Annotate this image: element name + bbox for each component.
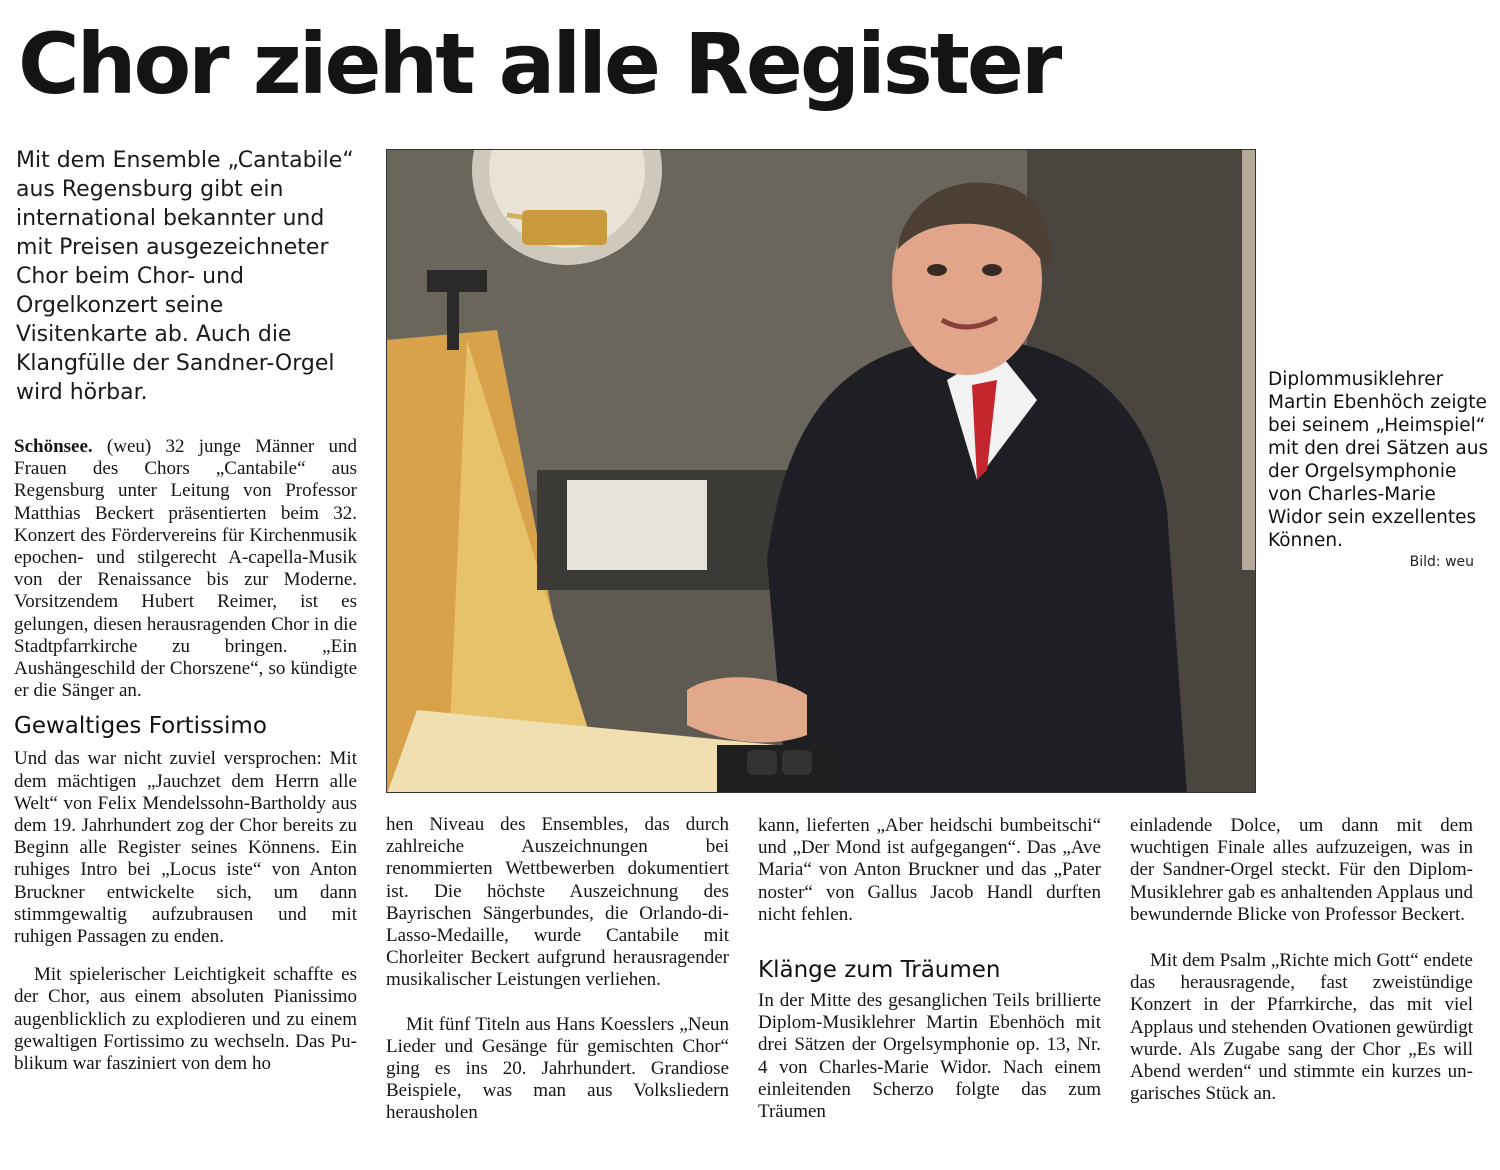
paragraph-6: kann, lieferten „Aber heidschi bumbeitschi“ und „Der Mond ist aufgegangen“. Das „Ave Maria“ von Anton Bruckner und das „Pater noster“ von Gallus Jacob Handl durften nicht fehlen.: [758, 815, 1101, 925]
paragraph-4: hen Niveau des Ensembles, das durch zahlreiche Auszeichnungen bei renommierten Wettbewerben dokumentiert ist. Die höchste Auszeichnung des Bayrischen Sängerbundes, die Orlando-di-Lasso-Medaille, wurde Cantabile mit Chorleiter Beckert aufgrund herausragender musikalischer Leistungen verliehen.: [386, 814, 729, 991]
column-3: [758, 815, 1101, 1123]
subhead-gewaltiges-fortissimo: Gewaltiges Fortissimo: [14, 713, 267, 740]
lead-paragraph: Mit dem Ensemble „Cantabile“ aus Regensburg gibt ein international bekannter und mit Preisen ausgezeichneter Chor beim Chor- und Orgelkonzert seine Visitenkarte ab. Auch die Klangfülle der Sandner-Orgel wird hörbar.: [16, 148, 354, 405]
paragraph-1: [14, 436, 357, 702]
column-1: [14, 436, 357, 1075]
paragraph-3: Mit spielerischer Leichtigkeit schaffte es der Chor, aus einem absoluten Pianissimo augenblicklich zu explodieren und zu einem gewaltigen Fortissimo zu wechseln. Das Publikum war fasziniert von dem ho: [14, 964, 357, 1075]
paragraph-8: einladende Dolce, um dann mit dem wuchtigen Finale alles aufzuzeigen, was in der Sandner-Orgel steckt. Für den Diplom-Musiklehrer gab es anhaltenden Applaus und bewundernde Blicke von Professor Beckert.: [1130, 815, 1473, 925]
paragraph-1-text: (weu) 32 junge Männer und Frauen des Chors „Cantabile“ aus Regensburg unter Leitung von Professor Matthias Beckert präsentierten beim 32. Konzert des Fördervereins für Kirchenmusik epochen- und stilgerecht A-capella-Musik von der Renaissance bis zur Moderne. Vorsitzendem Hubert Reimer, ist es gelungen, diesen herausragenden Chor in die Stadtpfarrkirche zu bringen. „Ein Aushängeschild der Chorszene“, so kündigte er die Sänger an.: [14, 436, 358, 702]
paragraph-2: Und das war nicht zuviel versprochen: Mit dem mächtigen „Jauchzet dem Herrn alle Welt“ von Felix Mendelssohn-Bartholdy aus dem 19. Jahrhundert zog der Chor bereits zu Beginn alle Register seines Könnens. Ein ruhiges Intro bei „Locus iste“ von Anton Bruckner entwickelte sich, um dann stimmgewaltig aufzubrausen und mit ruhigen Passagen zu enden.: [14, 748, 357, 948]
subhead-klaenge-zum-traeumen: Klänge zum Träumen: [758, 957, 1001, 984]
paragraph-7: In der Mitte des gesanglichen Teils brillierte Diplom-Musiklehrer Martin Ebenhöch mit drei Sätzen der Orgelsymphonie op. 13, Nr. 4 von Charles-Marie Widor. Nach einem einleitenden Scherzo folgte das zum Träumen: [758, 990, 1101, 1123]
photo-caption: Diplommusiklehrer Martin Ebenhöch zeigte bei seinem „Heimspiel“ mit den drei Sätzen aus der Orgelsymphonie von Charles-Marie Widor sein exzellentes Können.: [1268, 369, 1489, 551]
photo-credit: Bild: weu: [1409, 554, 1474, 570]
dateline: Schönsee.: [14, 436, 93, 457]
column-4: [1130, 815, 1473, 1105]
paragraph-5: Mit fünf Titeln aus Hans Koesslers „Neun Lieder und Gesänge für gemischten Chor“ ging es ins 20. Jahrhundert. Grandiose Beispiele, was man aus Volksliedern herausholen: [386, 1013, 729, 1124]
headline: Chor zieht alle Register: [18, 15, 1060, 113]
organist-photo: [387, 150, 1256, 793]
column-2: [386, 814, 729, 1125]
paragraph-9: Mit dem Psalm „Richte mich Gott“ endete das herausragende, fast zweistündige Konzert in der Pfarrkirche, das mit viel Applaus und stehenden Ovationen gewürdigt wurde. Als Zugabe sang der Chor „Es will Abend werden“ und stimmte ein kurzes ungarisches Stück an.: [1130, 950, 1473, 1105]
article-photo: [386, 149, 1256, 793]
